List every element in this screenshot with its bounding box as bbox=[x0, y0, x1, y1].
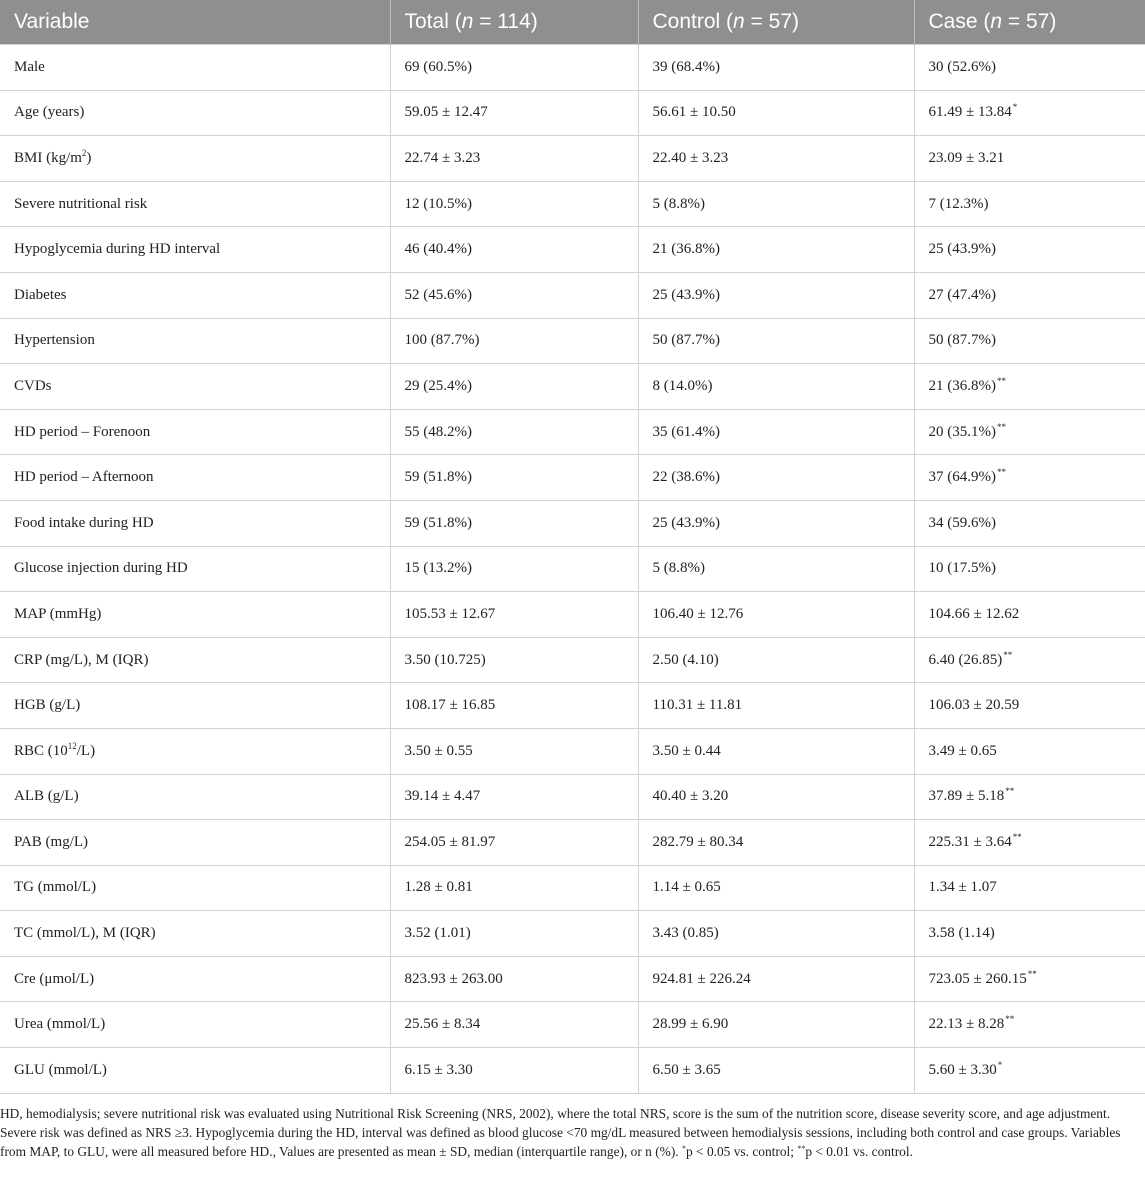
case-value: 22.13 ± 8.28 bbox=[928, 1016, 1005, 1033]
cell-case bbox=[914, 1048, 1145, 1094]
table-row bbox=[0, 546, 1145, 592]
table-row bbox=[0, 409, 1145, 455]
table-row bbox=[0, 774, 1145, 820]
cell-variable bbox=[0, 911, 390, 957]
cell-control bbox=[638, 136, 914, 182]
case-value: 723.05 ± 260.15 bbox=[928, 970, 1027, 987]
table-footnote bbox=[0, 1104, 1135, 1161]
cell-total bbox=[390, 455, 638, 501]
variable-label: Age (years) bbox=[14, 104, 85, 121]
cell-variable bbox=[0, 136, 390, 182]
control-value: 35 (61.4%) bbox=[652, 423, 720, 440]
cell-case bbox=[914, 455, 1145, 501]
total-value: 59.05 ± 12.47 bbox=[404, 104, 488, 121]
cell-total bbox=[390, 774, 638, 820]
table-row bbox=[0, 956, 1145, 1002]
cell-variable bbox=[0, 546, 390, 592]
cell-total bbox=[390, 90, 638, 136]
cell-case bbox=[914, 592, 1145, 638]
case-value: 34 (59.6%) bbox=[928, 514, 996, 531]
table-row bbox=[0, 728, 1145, 774]
cell-variable bbox=[0, 1002, 390, 1048]
header-suffix: = 57) bbox=[744, 10, 800, 33]
cell-control bbox=[638, 181, 914, 227]
variable-label: Cre (μmol/L) bbox=[14, 970, 95, 987]
footnote-sig-text: p < 0.05 vs. control; bbox=[686, 1144, 798, 1159]
control-value: 6.50 ± 3.65 bbox=[652, 1061, 721, 1078]
cell-control bbox=[638, 637, 914, 683]
case-value: 5.60 ± 3.30 bbox=[928, 1061, 997, 1078]
variable-label: Male bbox=[14, 58, 45, 75]
variable-label: CVDs bbox=[14, 377, 52, 394]
header-suffix: = 114) bbox=[473, 10, 538, 33]
control-value: 3.43 (0.85) bbox=[652, 925, 719, 942]
case-value: 50 (87.7%) bbox=[928, 332, 996, 349]
total-value: 3.50 (10.725) bbox=[404, 651, 486, 668]
cell-case bbox=[914, 546, 1145, 592]
significance-mark: ** bbox=[1005, 1014, 1015, 1025]
case-value: 10 (17.5%) bbox=[928, 560, 996, 577]
table-row bbox=[0, 637, 1145, 683]
case-value: 3.58 (1.14) bbox=[928, 925, 995, 942]
control-value: 25 (43.9%) bbox=[652, 514, 720, 531]
table-row bbox=[0, 318, 1145, 364]
cell-control bbox=[638, 956, 914, 1002]
cell-total bbox=[390, 318, 638, 364]
total-value: 105.53 ± 12.67 bbox=[404, 605, 496, 622]
cell-total bbox=[390, 1002, 638, 1048]
cell-case bbox=[914, 865, 1145, 911]
cell-total bbox=[390, 637, 638, 683]
cell-control bbox=[638, 318, 914, 364]
control-value: 282.79 ± 80.34 bbox=[652, 833, 744, 850]
total-value: 25.56 ± 8.34 bbox=[404, 1016, 481, 1033]
cell-variable bbox=[0, 364, 390, 410]
footnote-main: HD, hemodialysis; severe nutritional risk was evaluated using Nutritional Risk Screening (NRS, 2002), where the total NRS, score is the sum of the nutrition score, disease severity score, and age adjustment. Severe risk was defined as NRS ≥3. Hypoglycemia during the HD, interval was defined as blood glucose <70 mg/dL measured between hemodialysis sessions, including both control and case groups. Variables from MAP, to GLU, were all measured before HD., Values are presented as mean ± SD, median (interquartile range), or n (%). bbox=[0, 1106, 1121, 1159]
cell-variable bbox=[0, 637, 390, 683]
table-row bbox=[0, 592, 1145, 638]
total-value: 55 (48.2%) bbox=[404, 423, 472, 440]
significance-mark: ** bbox=[997, 467, 1006, 478]
total-value: 823.93 ± 263.00 bbox=[404, 970, 503, 987]
total-value: 12 (10.5%) bbox=[404, 195, 472, 212]
variable-label: TG (mmol/L) bbox=[14, 879, 97, 896]
control-value: 39 (68.4%) bbox=[652, 58, 720, 75]
variable-label: Diabetes bbox=[14, 286, 67, 303]
cell-total bbox=[390, 546, 638, 592]
cell-control bbox=[638, 500, 914, 546]
table-row bbox=[0, 227, 1145, 273]
variable-label: Urea (mmol/L) bbox=[14, 1016, 106, 1033]
table-row bbox=[0, 136, 1145, 182]
variable-label: BMI (kg/m bbox=[14, 149, 82, 166]
case-value: 30 (52.6%) bbox=[928, 58, 996, 75]
table-row bbox=[0, 1048, 1145, 1094]
header-variable bbox=[0, 0, 390, 45]
cell-variable bbox=[0, 455, 390, 501]
total-value: 69 (60.5%) bbox=[404, 58, 472, 75]
case-value: 104.66 ± 12.62 bbox=[928, 605, 1020, 622]
variable-label: Food intake during HD bbox=[14, 514, 154, 531]
footnote-sig-text: p < 0.01 vs. control. bbox=[805, 1144, 913, 1159]
variable-label-end: ) bbox=[86, 149, 92, 166]
control-value: 2.50 (4.10) bbox=[652, 651, 719, 668]
cell-case bbox=[914, 774, 1145, 820]
case-value: 1.34 ± 1.07 bbox=[928, 879, 997, 896]
cell-total bbox=[390, 136, 638, 182]
case-value: 37 (64.9%) bbox=[928, 469, 996, 486]
significance-mark: * bbox=[997, 1059, 1003, 1070]
case-value: 225.31 ± 3.64 bbox=[928, 833, 1012, 850]
cell-case bbox=[914, 409, 1145, 455]
cell-control bbox=[638, 45, 914, 91]
cell-control bbox=[638, 592, 914, 638]
control-value: 5 (8.8%) bbox=[652, 560, 705, 577]
cell-case bbox=[914, 637, 1145, 683]
cell-case bbox=[914, 181, 1145, 227]
total-value: 3.52 (1.01) bbox=[404, 925, 471, 942]
significance-mark: ** bbox=[997, 375, 1006, 386]
table-row bbox=[0, 1002, 1145, 1048]
cell-total bbox=[390, 956, 638, 1002]
total-value: 3.50 ± 0.55 bbox=[404, 742, 473, 759]
variable-label: RBC (10 bbox=[14, 742, 68, 759]
significance-mark: ** bbox=[997, 421, 1006, 432]
cell-total bbox=[390, 683, 638, 729]
header-row bbox=[0, 0, 1145, 45]
cell-variable bbox=[0, 500, 390, 546]
footnote-sig-mark: ** bbox=[797, 1144, 806, 1153]
cell-total bbox=[390, 820, 638, 866]
header-case bbox=[914, 0, 1145, 45]
case-value: 20 (35.1%) bbox=[928, 423, 996, 440]
total-value: 15 (13.2%) bbox=[404, 560, 472, 577]
cell-total bbox=[390, 181, 638, 227]
control-value: 110.31 ± 11.81 bbox=[652, 697, 743, 714]
cell-control bbox=[638, 272, 914, 318]
cell-total bbox=[390, 1048, 638, 1094]
variable-superscript: 12 bbox=[67, 740, 77, 751]
cell-control bbox=[638, 865, 914, 911]
header-label: Total ( bbox=[404, 10, 462, 33]
header-label: Control ( bbox=[652, 10, 734, 33]
cell-total bbox=[390, 500, 638, 546]
cell-case bbox=[914, 956, 1145, 1002]
cell-control bbox=[638, 227, 914, 273]
case-value: 25 (43.9%) bbox=[928, 241, 996, 258]
cell-case bbox=[914, 45, 1145, 91]
significance-mark: ** bbox=[1003, 649, 1013, 660]
cell-case bbox=[914, 683, 1145, 729]
table-body bbox=[0, 45, 1145, 1094]
cell-control bbox=[638, 546, 914, 592]
footnote-sig-mark: * bbox=[682, 1144, 686, 1153]
total-value: 1.28 ± 0.81 bbox=[404, 879, 473, 896]
control-value: 3.50 ± 0.44 bbox=[652, 742, 721, 759]
table-row bbox=[0, 500, 1145, 546]
table-row bbox=[0, 455, 1145, 501]
cell-case bbox=[914, 272, 1145, 318]
cell-control bbox=[638, 728, 914, 774]
cell-total bbox=[390, 364, 638, 410]
significance-mark: ** bbox=[1027, 968, 1037, 979]
cell-control bbox=[638, 820, 914, 866]
control-value: 50 (87.7%) bbox=[652, 332, 720, 349]
header-n: n bbox=[990, 10, 1003, 33]
cell-variable bbox=[0, 774, 390, 820]
variable-label: MAP (mmHg) bbox=[14, 605, 102, 622]
variable-label: ALB (g/L) bbox=[14, 788, 79, 805]
table-row bbox=[0, 90, 1145, 136]
control-value: 56.61 ± 10.50 bbox=[652, 104, 736, 121]
cell-control bbox=[638, 1048, 914, 1094]
cell-total bbox=[390, 728, 638, 774]
total-value: 108.17 ± 16.85 bbox=[404, 697, 496, 714]
cell-control bbox=[638, 409, 914, 455]
header-control bbox=[638, 0, 914, 45]
variable-label: Severe nutritional risk bbox=[14, 195, 148, 212]
header-label: Variable bbox=[14, 10, 90, 33]
header-suffix: = 57) bbox=[1002, 10, 1057, 33]
cell-case bbox=[914, 136, 1145, 182]
cell-variable bbox=[0, 592, 390, 638]
cell-control bbox=[638, 455, 914, 501]
cell-control bbox=[638, 1002, 914, 1048]
variable-label: CRP (mg/L), M (IQR) bbox=[14, 651, 149, 668]
cell-control bbox=[638, 364, 914, 410]
variable-label: HGB (g/L) bbox=[14, 697, 81, 714]
cell-total bbox=[390, 227, 638, 273]
cell-case bbox=[914, 1002, 1145, 1048]
table-row bbox=[0, 45, 1145, 91]
table-row bbox=[0, 364, 1145, 410]
total-value: 29 (25.4%) bbox=[404, 377, 472, 394]
cell-total bbox=[390, 911, 638, 957]
control-value: 21 (36.8%) bbox=[652, 241, 720, 258]
total-value: 22.74 ± 3.23 bbox=[404, 149, 481, 166]
cell-case bbox=[914, 227, 1145, 273]
control-value: 924.81 ± 226.24 bbox=[652, 970, 751, 987]
cell-control bbox=[638, 90, 914, 136]
control-value: 106.40 ± 12.76 bbox=[652, 605, 744, 622]
total-value: 254.05 ± 81.97 bbox=[404, 833, 496, 850]
case-value: 3.49 ± 0.65 bbox=[928, 742, 997, 759]
cell-control bbox=[638, 774, 914, 820]
table-row bbox=[0, 181, 1145, 227]
case-value: 23.09 ± 3.21 bbox=[928, 149, 1005, 166]
cell-total bbox=[390, 865, 638, 911]
header-n: n bbox=[733, 10, 745, 33]
cell-case bbox=[914, 820, 1145, 866]
cell-case bbox=[914, 500, 1145, 546]
cell-total bbox=[390, 409, 638, 455]
table-row bbox=[0, 272, 1145, 318]
variable-label: TC (mmol/L), M (IQR) bbox=[14, 925, 156, 942]
total-value: 100 (87.7%) bbox=[404, 332, 480, 349]
control-value: 22 (38.6%) bbox=[652, 469, 720, 486]
cell-variable bbox=[0, 181, 390, 227]
significance-mark: ** bbox=[1005, 786, 1015, 797]
header-total bbox=[390, 0, 638, 45]
case-value: 6.40 (26.85) bbox=[928, 651, 1003, 668]
header-label: Case ( bbox=[928, 10, 991, 33]
cell-case bbox=[914, 911, 1145, 957]
cell-variable bbox=[0, 820, 390, 866]
control-value: 8 (14.0%) bbox=[652, 377, 713, 394]
cell-variable bbox=[0, 272, 390, 318]
table-header bbox=[0, 0, 1145, 45]
total-value: 39.14 ± 4.47 bbox=[404, 788, 481, 805]
variable-label: HD period – Forenoon bbox=[14, 423, 151, 440]
case-value: 7 (12.3%) bbox=[928, 195, 989, 212]
variable-superscript: 2 bbox=[81, 147, 87, 158]
cell-variable bbox=[0, 318, 390, 364]
cell-case bbox=[914, 364, 1145, 410]
variable-label-end: /L) bbox=[76, 742, 96, 759]
variable-label: GLU (mmol/L) bbox=[14, 1061, 107, 1078]
cell-variable bbox=[0, 956, 390, 1002]
case-value: 61.49 ± 13.84 bbox=[928, 104, 1012, 121]
cell-case bbox=[914, 90, 1145, 136]
case-value: 106.03 ± 20.59 bbox=[928, 697, 1020, 714]
cell-variable bbox=[0, 45, 390, 91]
header-n: n bbox=[461, 10, 474, 33]
cell-variable bbox=[0, 728, 390, 774]
variable-label: Hypoglycemia during HD interval bbox=[14, 241, 221, 258]
variable-label: HD period – Afternoon bbox=[14, 469, 154, 486]
total-value: 59 (51.8%) bbox=[404, 469, 472, 486]
total-value: 59 (51.8%) bbox=[404, 514, 472, 531]
variable-label: Hypertension bbox=[14, 332, 95, 349]
table-row bbox=[0, 911, 1145, 957]
total-value: 52 (45.6%) bbox=[404, 286, 472, 303]
cell-total bbox=[390, 45, 638, 91]
control-value: 22.40 ± 3.23 bbox=[652, 149, 729, 166]
control-value: 28.99 ± 6.90 bbox=[652, 1016, 729, 1033]
cell-variable bbox=[0, 409, 390, 455]
total-value: 6.15 ± 3.30 bbox=[404, 1061, 473, 1078]
table-row bbox=[0, 820, 1145, 866]
cell-total bbox=[390, 592, 638, 638]
control-value: 5 (8.8%) bbox=[652, 195, 705, 212]
cell-control bbox=[638, 911, 914, 957]
significance-mark: ** bbox=[1012, 831, 1022, 842]
table-row bbox=[0, 683, 1145, 729]
case-value: 27 (47.4%) bbox=[928, 286, 996, 303]
cell-case bbox=[914, 728, 1145, 774]
significance-mark: * bbox=[1012, 102, 1018, 113]
variable-label: Glucose injection during HD bbox=[14, 560, 188, 577]
cell-variable bbox=[0, 865, 390, 911]
cell-case bbox=[914, 318, 1145, 364]
cell-variable bbox=[0, 227, 390, 273]
control-value: 40.40 ± 3.20 bbox=[652, 788, 729, 805]
cell-variable bbox=[0, 1048, 390, 1094]
case-value: 37.89 ± 5.18 bbox=[928, 788, 1005, 805]
cell-total bbox=[390, 272, 638, 318]
case-value: 21 (36.8%) bbox=[928, 377, 996, 394]
control-value: 25 (43.9%) bbox=[652, 286, 720, 303]
cell-control bbox=[638, 683, 914, 729]
cell-variable bbox=[0, 683, 390, 729]
variable-label: PAB (mg/L) bbox=[14, 833, 89, 850]
table-row bbox=[0, 865, 1145, 911]
cell-variable bbox=[0, 90, 390, 136]
total-value: 46 (40.4%) bbox=[404, 241, 472, 258]
control-value: 1.14 ± 0.65 bbox=[652, 879, 721, 896]
